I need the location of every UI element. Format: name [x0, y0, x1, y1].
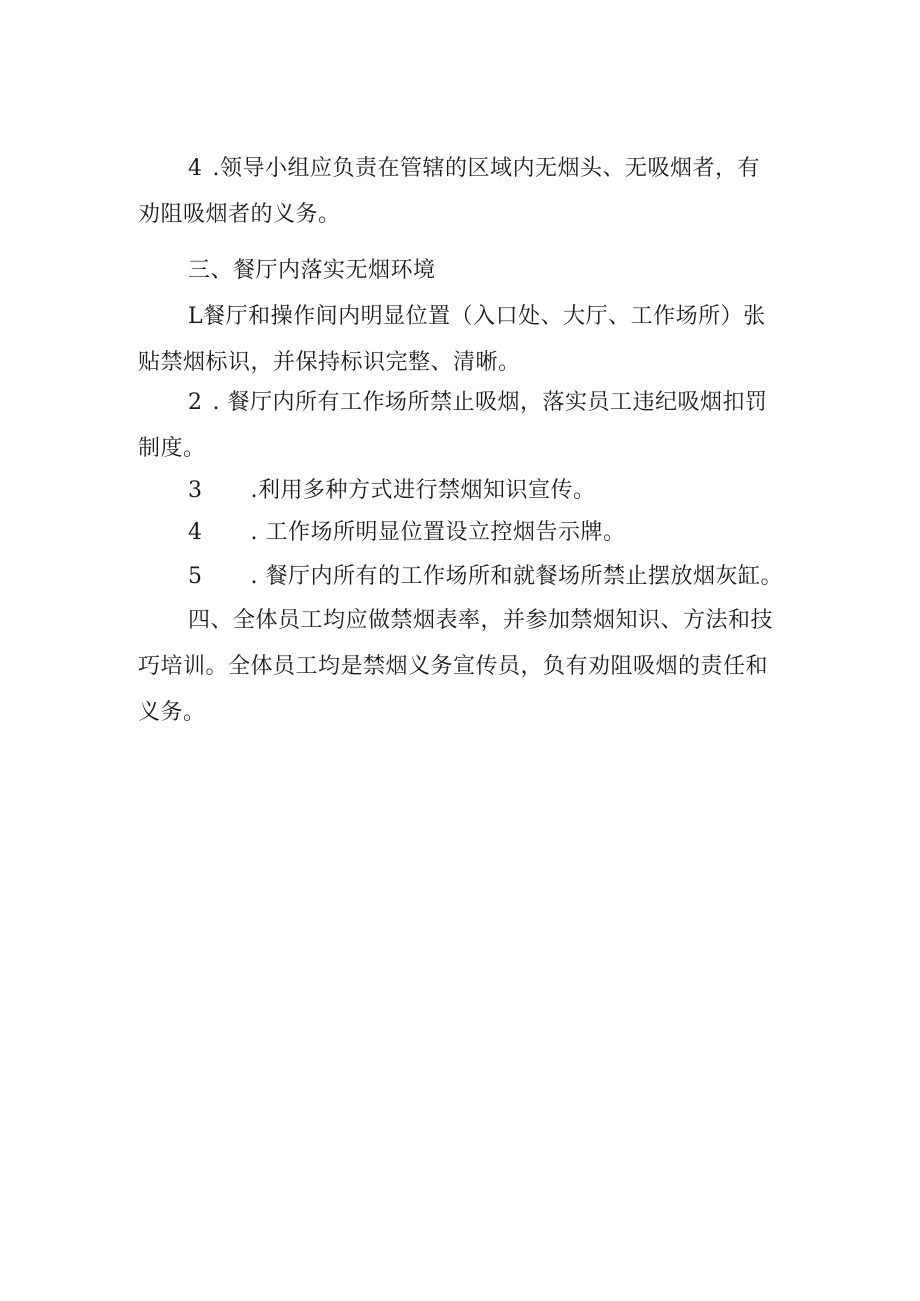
paragraph-text: . 餐厅内所有工作场所禁止吸烟，落实员工违纪吸烟扣罚: [212, 390, 768, 415]
section-4-paragraph: [138, 598, 788, 736]
section-heading: 三、餐厅内落实无烟环境: [188, 258, 436, 283]
paragraph-text: . 工作场所明显位置设立控烟告示牌。: [250, 520, 626, 545]
item-number: 4: [188, 156, 203, 181]
paragraph-text: L餐厅和操作间内明显位置（入口处、大厅、工作场所）张: [188, 304, 766, 329]
paragraph-text: .利用多种方式进行禁烟知识宣传。: [250, 478, 596, 503]
list-item-3: [138, 468, 788, 514]
paragraph-text: 义务。: [138, 700, 206, 725]
paragraph-text: . 餐厅内所有的工作场所和就餐场所禁止摆放烟灰缸。: [250, 564, 783, 589]
list-item-5: [138, 554, 788, 600]
item-number: 3: [188, 478, 203, 503]
paragraph-text: 四、全体员工均应做禁烟表率，并参加禁烟知识、方法和技: [188, 608, 774, 633]
list-item-2: [138, 380, 788, 472]
paragraph-text: 劝阻吸烟者的义务。: [138, 202, 341, 227]
paragraph-text: .领导小组应负责在管辖的区域内无烟头、无吸烟者，有: [212, 156, 760, 181]
paragraph-text: 贴禁烟标识，并保持标识完整、清晰。: [138, 350, 521, 375]
list-item-1: [138, 294, 788, 386]
paragraph-leadership-duty: [138, 146, 788, 238]
item-number: 5: [188, 564, 203, 589]
item-number: 4: [188, 520, 203, 545]
list-item-4: [138, 510, 788, 556]
item-number: 2: [188, 390, 203, 415]
paragraph-text: 巧培训。全体员工均是禁烟义务宣传员，负有劝阻吸烟的责任和: [138, 654, 769, 679]
paragraph-text: 制度。: [138, 436, 206, 461]
